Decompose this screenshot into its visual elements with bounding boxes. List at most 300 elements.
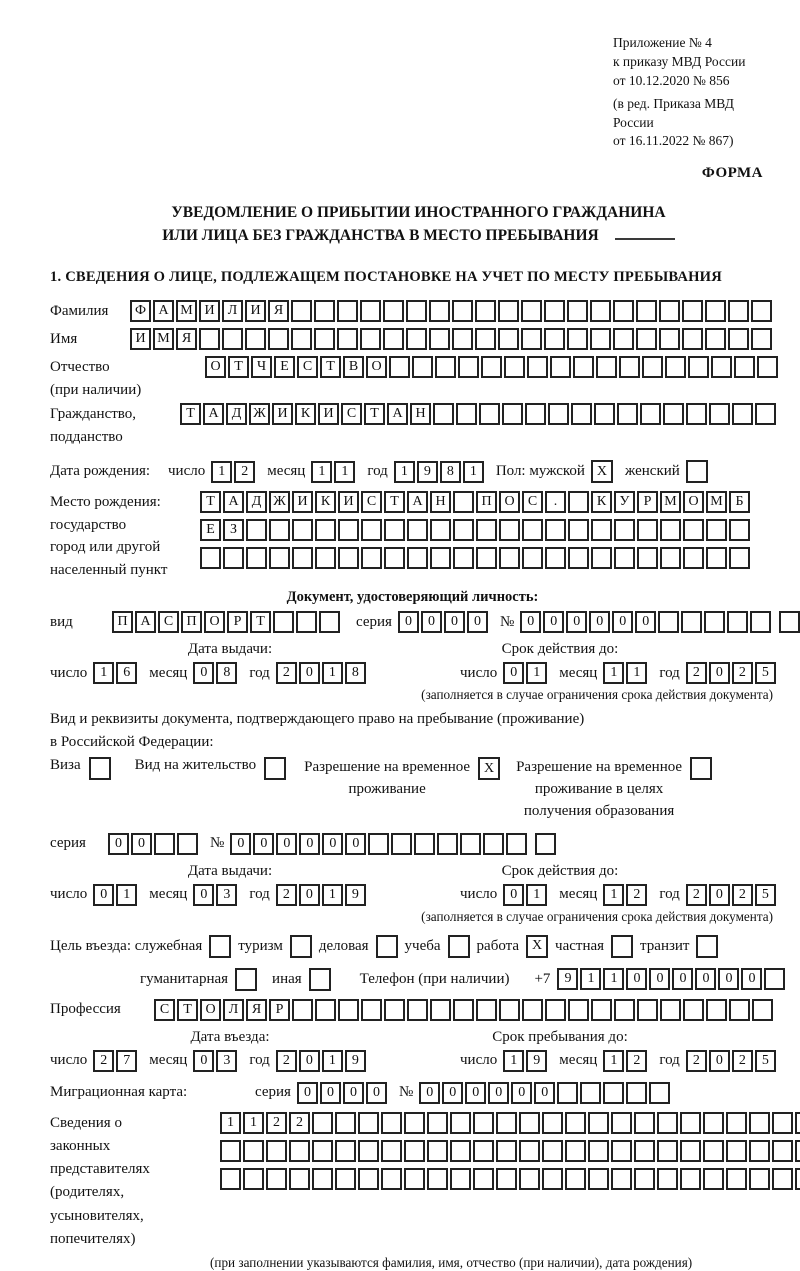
stay-year-input[interactable]: [686, 1050, 776, 1072]
char-box[interactable]: Е: [274, 356, 295, 378]
birthplace-input-row2[interactable]: [200, 519, 750, 541]
char-box[interactable]: [527, 356, 548, 378]
char-box[interactable]: [726, 1168, 747, 1190]
char-box[interactable]: [453, 999, 474, 1021]
char-box[interactable]: [588, 1112, 609, 1134]
char-box[interactable]: 1: [116, 884, 137, 906]
char-box[interactable]: 0: [131, 833, 152, 855]
char-box[interactable]: [642, 356, 663, 378]
legal-reps-input-row3[interactable]: [220, 1168, 800, 1190]
char-box[interactable]: [384, 547, 405, 569]
char-box[interactable]: X: [478, 757, 500, 780]
char-box[interactable]: К: [315, 491, 336, 513]
char-box[interactable]: [568, 547, 589, 569]
char-box[interactable]: [312, 1140, 333, 1162]
char-box[interactable]: Н: [430, 491, 451, 513]
char-box[interactable]: О: [204, 611, 225, 633]
char-box[interactable]: [473, 1168, 494, 1190]
char-box[interactable]: [704, 611, 725, 633]
char-box[interactable]: [596, 356, 617, 378]
char-box[interactable]: [779, 611, 800, 633]
char-box[interactable]: [437, 833, 458, 855]
char-box[interactable]: [312, 1112, 333, 1134]
char-box[interactable]: [496, 1140, 517, 1162]
char-box[interactable]: [611, 1112, 632, 1134]
char-box[interactable]: [660, 547, 681, 569]
doc-issue-day-input[interactable]: [93, 662, 137, 684]
char-box[interactable]: С: [154, 999, 175, 1021]
char-box[interactable]: Т: [364, 403, 385, 425]
char-box[interactable]: И: [245, 300, 266, 322]
char-box[interactable]: [291, 328, 312, 350]
char-box[interactable]: 1: [603, 1050, 624, 1072]
char-box[interactable]: [496, 1112, 517, 1134]
char-box[interactable]: [407, 519, 428, 541]
char-box[interactable]: [613, 300, 634, 322]
char-box[interactable]: 2: [289, 1112, 310, 1134]
char-box[interactable]: [690, 757, 712, 780]
purpose-study-checkbox[interactable]: [448, 935, 470, 958]
char-box[interactable]: [588, 1168, 609, 1190]
char-box[interactable]: [448, 935, 470, 958]
char-box[interactable]: [245, 328, 266, 350]
char-box[interactable]: [703, 1168, 724, 1190]
char-box[interactable]: [519, 1140, 540, 1162]
char-box[interactable]: 2: [276, 662, 297, 684]
char-box[interactable]: [626, 1082, 647, 1104]
char-box[interactable]: [296, 611, 317, 633]
char-box[interactable]: [430, 999, 451, 1021]
char-box[interactable]: П: [112, 611, 133, 633]
char-box[interactable]: [89, 757, 111, 780]
char-box[interactable]: [435, 356, 456, 378]
char-box[interactable]: 3: [216, 1050, 237, 1072]
char-box[interactable]: Л: [223, 999, 244, 1021]
char-box[interactable]: 1: [311, 461, 332, 483]
char-box[interactable]: 0: [93, 884, 114, 906]
char-box[interactable]: Т: [228, 356, 249, 378]
char-box[interactable]: [264, 757, 286, 780]
entry-day-input[interactable]: [93, 1050, 137, 1072]
char-box[interactable]: [450, 1112, 471, 1134]
char-box[interactable]: [634, 1168, 655, 1190]
char-box[interactable]: [452, 300, 473, 322]
char-box[interactable]: Н: [410, 403, 431, 425]
doc-valid-year-input[interactable]: [686, 662, 776, 684]
char-box[interactable]: 1: [526, 662, 547, 684]
doc-issue-month-input[interactable]: [193, 662, 237, 684]
char-box[interactable]: [319, 611, 340, 633]
char-box[interactable]: Т: [320, 356, 341, 378]
char-box[interactable]: [358, 1112, 379, 1134]
char-box[interactable]: [611, 1140, 632, 1162]
char-box[interactable]: [658, 611, 679, 633]
stay-day-input[interactable]: [503, 1050, 547, 1072]
res-valid-year-input[interactable]: [686, 884, 776, 906]
char-box[interactable]: [269, 519, 290, 541]
purpose-other-checkbox[interactable]: [309, 968, 331, 991]
char-box[interactable]: 1: [322, 662, 343, 684]
char-box[interactable]: 6: [116, 662, 137, 684]
char-box[interactable]: [795, 1168, 800, 1190]
char-box[interactable]: [640, 403, 661, 425]
char-box[interactable]: [705, 300, 726, 322]
char-box[interactable]: [427, 1168, 448, 1190]
char-box[interactable]: [591, 547, 612, 569]
char-box[interactable]: [312, 1168, 333, 1190]
char-box[interactable]: [361, 547, 382, 569]
char-box[interactable]: [522, 999, 543, 1021]
char-box[interactable]: .: [545, 491, 566, 513]
char-box[interactable]: 0: [444, 611, 465, 633]
char-box[interactable]: [360, 300, 381, 322]
char-box[interactable]: [292, 519, 313, 541]
purpose-transit-checkbox[interactable]: [696, 935, 718, 958]
char-box[interactable]: [750, 611, 771, 633]
char-box[interactable]: 2: [93, 1050, 114, 1072]
char-box[interactable]: [291, 300, 312, 322]
char-box[interactable]: [637, 999, 658, 1021]
char-box[interactable]: 2: [266, 1112, 287, 1134]
char-box[interactable]: 1: [463, 461, 484, 483]
visa-checkbox[interactable]: [89, 757, 111, 780]
char-box[interactable]: [772, 1168, 793, 1190]
residence-permit-checkbox[interactable]: [264, 757, 286, 780]
char-box[interactable]: А: [153, 300, 174, 322]
res-number-extra-box[interactable]: [535, 833, 556, 855]
char-box[interactable]: [309, 968, 331, 991]
phone-input[interactable]: [557, 968, 785, 990]
char-box[interactable]: С: [158, 611, 179, 633]
char-box[interactable]: [764, 968, 785, 990]
char-box[interactable]: [614, 519, 635, 541]
char-box[interactable]: [726, 1140, 747, 1162]
res-issue-day-input[interactable]: [93, 884, 137, 906]
rvp-checkbox[interactable]: [478, 757, 500, 780]
char-box[interactable]: 0: [589, 611, 610, 633]
char-box[interactable]: А: [203, 403, 224, 425]
doc-issue-year-input[interactable]: [276, 662, 366, 684]
char-box[interactable]: 0: [322, 833, 343, 855]
char-box[interactable]: [335, 1140, 356, 1162]
char-box[interactable]: 1: [220, 1112, 241, 1134]
char-box[interactable]: [545, 999, 566, 1021]
char-box[interactable]: 8: [216, 662, 237, 684]
char-box[interactable]: [384, 519, 405, 541]
char-box[interactable]: [757, 356, 778, 378]
char-box[interactable]: [292, 999, 313, 1021]
char-box[interactable]: [360, 328, 381, 350]
purpose-official-checkbox[interactable]: [209, 935, 231, 958]
char-box[interactable]: 1: [93, 662, 114, 684]
char-box[interactable]: С: [341, 403, 362, 425]
char-box[interactable]: 0: [709, 884, 730, 906]
char-box[interactable]: [682, 328, 703, 350]
char-box[interactable]: [433, 403, 454, 425]
char-box[interactable]: [729, 547, 750, 569]
char-box[interactable]: [614, 547, 635, 569]
char-box[interactable]: [542, 1168, 563, 1190]
char-box[interactable]: [594, 403, 615, 425]
char-box[interactable]: 9: [345, 884, 366, 906]
char-box[interactable]: 0: [320, 1082, 341, 1104]
char-box[interactable]: [591, 519, 612, 541]
char-box[interactable]: П: [476, 491, 497, 513]
char-box[interactable]: [476, 547, 497, 569]
char-box[interactable]: [659, 328, 680, 350]
char-box[interactable]: И: [318, 403, 339, 425]
char-box[interactable]: [519, 1112, 540, 1134]
char-box[interactable]: А: [135, 611, 156, 633]
char-box[interactable]: 0: [276, 833, 297, 855]
char-box[interactable]: [580, 1082, 601, 1104]
char-box[interactable]: 9: [557, 968, 578, 990]
char-box[interactable]: 0: [193, 1050, 214, 1072]
char-box[interactable]: [544, 328, 565, 350]
char-box[interactable]: [525, 403, 546, 425]
doc-number-extra-box[interactable]: [779, 611, 800, 633]
char-box[interactable]: [665, 356, 686, 378]
char-box[interactable]: 0: [672, 968, 693, 990]
char-box[interactable]: [772, 1112, 793, 1134]
char-box[interactable]: [384, 999, 405, 1021]
char-box[interactable]: [521, 300, 542, 322]
char-box[interactable]: [590, 300, 611, 322]
surname-input[interactable]: [130, 300, 772, 322]
char-box[interactable]: [728, 300, 749, 322]
char-box[interactable]: 0: [543, 611, 564, 633]
char-box[interactable]: О: [499, 491, 520, 513]
char-box[interactable]: [752, 999, 773, 1021]
char-box[interactable]: 5: [755, 884, 776, 906]
char-box[interactable]: [568, 491, 589, 513]
char-box[interactable]: [338, 999, 359, 1021]
char-box[interactable]: [450, 1140, 471, 1162]
res-valid-month-input[interactable]: [603, 884, 647, 906]
char-box[interactable]: 0: [193, 884, 214, 906]
char-box[interactable]: К: [591, 491, 612, 513]
char-box[interactable]: [266, 1168, 287, 1190]
char-box[interactable]: [573, 356, 594, 378]
char-box[interactable]: [706, 999, 727, 1021]
char-box[interactable]: [686, 403, 707, 425]
char-box[interactable]: И: [272, 403, 293, 425]
char-box[interactable]: 0: [520, 611, 541, 633]
char-box[interactable]: [726, 1112, 747, 1134]
char-box[interactable]: Я: [246, 999, 267, 1021]
purpose-tourism-checkbox[interactable]: [290, 935, 312, 958]
char-box[interactable]: 5: [755, 1050, 776, 1072]
char-box[interactable]: [567, 328, 588, 350]
char-box[interactable]: [407, 547, 428, 569]
char-box[interactable]: [568, 999, 589, 1021]
char-box[interactable]: 1: [394, 461, 415, 483]
char-box[interactable]: [755, 403, 776, 425]
char-box[interactable]: [335, 1168, 356, 1190]
char-box[interactable]: [548, 403, 569, 425]
char-box[interactable]: 2: [626, 1050, 647, 1072]
char-box[interactable]: 0: [230, 833, 251, 855]
char-box[interactable]: [657, 1168, 678, 1190]
char-box[interactable]: [475, 328, 496, 350]
char-box[interactable]: [688, 356, 709, 378]
char-box[interactable]: [220, 1168, 241, 1190]
char-box[interactable]: И: [338, 491, 359, 513]
char-box[interactable]: [659, 300, 680, 322]
patronymic-input[interactable]: [205, 356, 778, 378]
char-box[interactable]: Я: [268, 300, 289, 322]
char-box[interactable]: Ф: [130, 300, 151, 322]
char-box[interactable]: О: [205, 356, 226, 378]
char-box[interactable]: 0: [709, 1050, 730, 1072]
char-box[interactable]: 0: [566, 611, 587, 633]
char-box[interactable]: X: [591, 460, 613, 483]
char-box[interactable]: 0: [741, 968, 762, 990]
stay-month-input[interactable]: [603, 1050, 647, 1072]
char-box[interactable]: [290, 935, 312, 958]
char-box[interactable]: [772, 1140, 793, 1162]
char-box[interactable]: 0: [635, 611, 656, 633]
char-box[interactable]: [476, 519, 497, 541]
char-box[interactable]: [591, 999, 612, 1021]
purpose-work-checkbox[interactable]: [526, 935, 548, 958]
char-box[interactable]: [617, 403, 638, 425]
char-box[interactable]: [795, 1112, 800, 1134]
char-box[interactable]: [453, 519, 474, 541]
char-box[interactable]: [273, 611, 294, 633]
char-box[interactable]: 0: [465, 1082, 486, 1104]
char-box[interactable]: [565, 1112, 586, 1134]
char-box[interactable]: 9: [417, 461, 438, 483]
char-box[interactable]: Б: [729, 491, 750, 513]
char-box[interactable]: [567, 300, 588, 322]
char-box[interactable]: [519, 1168, 540, 1190]
char-box[interactable]: 0: [612, 611, 633, 633]
char-box[interactable]: И: [199, 300, 220, 322]
char-box[interactable]: [683, 519, 704, 541]
char-box[interactable]: [614, 999, 635, 1021]
char-box[interactable]: 0: [299, 833, 320, 855]
char-box[interactable]: [427, 1112, 448, 1134]
char-box[interactable]: [268, 328, 289, 350]
char-box[interactable]: [636, 300, 657, 322]
char-box[interactable]: [209, 935, 231, 958]
char-box[interactable]: 0: [299, 662, 320, 684]
char-box[interactable]: [681, 611, 702, 633]
char-box[interactable]: 2: [234, 461, 255, 483]
char-box[interactable]: [649, 1082, 670, 1104]
legal-reps-input-row2[interactable]: [220, 1140, 800, 1162]
char-box[interactable]: И: [292, 491, 313, 513]
char-box[interactable]: [460, 833, 481, 855]
char-box[interactable]: 2: [276, 884, 297, 906]
char-box[interactable]: [568, 519, 589, 541]
char-box[interactable]: [565, 1168, 586, 1190]
char-box[interactable]: [686, 460, 708, 483]
char-box[interactable]: [729, 999, 750, 1021]
res-valid-day-input[interactable]: [503, 884, 547, 906]
char-box[interactable]: 2: [732, 1050, 753, 1072]
char-box[interactable]: [728, 328, 749, 350]
char-box[interactable]: [682, 300, 703, 322]
char-box[interactable]: 0: [398, 611, 419, 633]
char-box[interactable]: Д: [226, 403, 247, 425]
char-box[interactable]: [383, 300, 404, 322]
char-box[interactable]: [734, 356, 755, 378]
char-box[interactable]: [637, 519, 658, 541]
char-box[interactable]: К: [295, 403, 316, 425]
char-box[interactable]: [660, 519, 681, 541]
char-box[interactable]: [389, 356, 410, 378]
doc-series-input[interactable]: [398, 611, 488, 633]
char-box[interactable]: [458, 356, 479, 378]
char-box[interactable]: [703, 1112, 724, 1134]
char-box[interactable]: [200, 547, 221, 569]
char-box[interactable]: [749, 1112, 770, 1134]
char-box[interactable]: [338, 547, 359, 569]
char-box[interactable]: [729, 519, 750, 541]
char-box[interactable]: [412, 356, 433, 378]
char-box[interactable]: Ч: [251, 356, 272, 378]
char-box[interactable]: [657, 1140, 678, 1162]
sex-male-checkbox[interactable]: [591, 460, 613, 483]
char-box[interactable]: Д: [246, 491, 267, 513]
char-box[interactable]: [406, 328, 427, 350]
char-box[interactable]: [588, 1140, 609, 1162]
char-box[interactable]: С: [361, 491, 382, 513]
char-box[interactable]: [496, 1168, 517, 1190]
char-box[interactable]: [619, 356, 640, 378]
char-box[interactable]: [473, 1140, 494, 1162]
entry-year-input[interactable]: [276, 1050, 366, 1072]
char-box[interactable]: [696, 935, 718, 958]
char-box[interactable]: 0: [253, 833, 274, 855]
char-box[interactable]: 2: [732, 884, 753, 906]
char-box[interactable]: [427, 1140, 448, 1162]
purpose-private-checkbox[interactable]: [611, 935, 633, 958]
char-box[interactable]: М: [153, 328, 174, 350]
char-box[interactable]: [542, 1140, 563, 1162]
char-box[interactable]: [335, 1112, 356, 1134]
mk-number-input[interactable]: [419, 1082, 670, 1104]
sex-female-checkbox[interactable]: [686, 460, 708, 483]
char-box[interactable]: Р: [269, 999, 290, 1021]
char-box[interactable]: 2: [686, 662, 707, 684]
char-box[interactable]: [498, 328, 519, 350]
char-box[interactable]: [452, 328, 473, 350]
char-box[interactable]: [453, 547, 474, 569]
char-box[interactable]: Я: [176, 328, 197, 350]
char-box[interactable]: [338, 519, 359, 541]
char-box[interactable]: [479, 403, 500, 425]
char-box[interactable]: 0: [649, 968, 670, 990]
char-box[interactable]: [476, 999, 497, 1021]
char-box[interactable]: [199, 328, 220, 350]
char-box[interactable]: А: [223, 491, 244, 513]
char-box[interactable]: 0: [442, 1082, 463, 1104]
char-box[interactable]: [246, 519, 267, 541]
char-box[interactable]: [269, 547, 290, 569]
legal-reps-input-row1[interactable]: [220, 1112, 800, 1134]
char-box[interactable]: [795, 1140, 800, 1162]
char-box[interactable]: [391, 833, 412, 855]
char-box[interactable]: [483, 833, 504, 855]
char-box[interactable]: 1: [603, 968, 624, 990]
char-box[interactable]: [177, 833, 198, 855]
char-box[interactable]: [266, 1140, 287, 1162]
res-number-input[interactable]: [230, 833, 527, 855]
char-box[interactable]: [453, 491, 474, 513]
